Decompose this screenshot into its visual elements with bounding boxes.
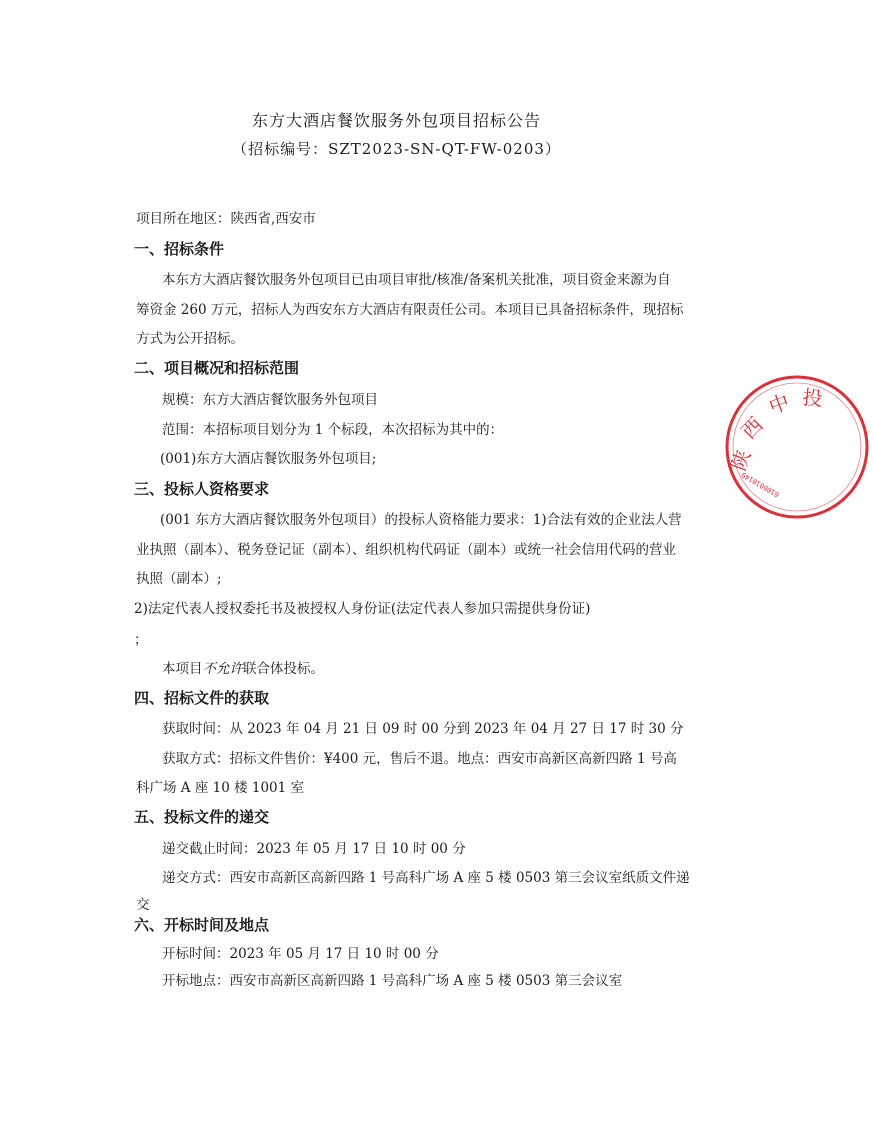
paragraph-line: 执照（副本）; — [136, 571, 222, 587]
paragraph-line: (001)东方大酒店餐饮服务外包项目; — [160, 451, 377, 467]
consortium-prefix: 本项目 — [162, 661, 203, 677]
paragraph-line: 递交截止时间：2023 年 05 月 17 日 10 时 00 分 — [162, 841, 466, 857]
company-seal-stamp — [722, 372, 872, 522]
svg-text:陕: 陕 — [726, 446, 756, 474]
paragraph-line: 业执照（副本）、税务登记证（副本）、组织机构代码证（副本）或统一社会信用代码的营业 — [136, 542, 676, 558]
paragraph-line: 本东方大酒店餐饮服务外包项目已由项目审批/核准/备案机关批准，项目资金来源为自 — [162, 272, 671, 288]
consortium-suffix: 联合体投标。 — [243, 661, 324, 677]
svg-text:6100010149: 6100010149 — [740, 470, 781, 499]
section-heading: 五、投标文件的递交 — [134, 808, 270, 826]
project-region: 项目所在地区：陕西省,西安市 — [136, 211, 316, 227]
paragraph-line: 获取时间：从 2023 年 04 月 21 日 09 时 00 分到 2023 年 04 月 27 日 17 时 30 分 — [162, 721, 684, 737]
paragraph-line: (001 东方大酒店餐饮服务外包项目）的投标人资格能力要求：1)合法有效的企业法人营 — [160, 512, 682, 528]
section-heading: 四、招标文件的获取 — [134, 689, 270, 707]
section-heading: 三、投标人资格要求 — [134, 480, 270, 498]
svg-text:中: 中 — [765, 389, 793, 419]
paragraph-line: 递交方式：西安市高新区高新四路 1 号高科广场 A 座 5 楼 0503 第三会议室纸质文件递 — [162, 870, 690, 886]
paragraph-line: 科广场 A 座 10 楼 1001 室 — [136, 780, 305, 796]
consortium-note — [162, 657, 324, 677]
paragraph-line: 范围：本招标项目划分为 1 个标段，本次招标为其中的： — [162, 422, 504, 438]
paragraph-line: 方式为公开招标。 — [136, 331, 244, 347]
paragraph-line: 开标时间：2023 年 05 月 17 日 10 时 00 分 — [162, 946, 439, 962]
paragraph-line: 获取方式：招标文件售价：¥400 元，售后不退。地点：西安市高新区高新四路 1 号高 — [162, 751, 677, 767]
section-heading: 六、开标时间及地点 — [134, 916, 270, 934]
paragraph-line: 交 — [136, 897, 150, 913]
svg-text:投: 投 — [801, 385, 824, 411]
paragraph-line: 开标地点：西安市高新区高新四路 1 号高科广场 A 座 5 楼 0503 第三会议室 — [162, 973, 623, 989]
paragraph-line: 2)法定代表人授权委托书及被授权人身份证(法定代表人参加只需提供身份证) — [134, 601, 591, 617]
section-heading: 一、招标条件 — [134, 240, 225, 258]
bid-number: （招标编号：SZT2023-SN-QT-FW-0203） — [232, 140, 561, 158]
document-title: 东方大酒店餐饮服务外包项目招标公告 — [251, 111, 541, 130]
paragraph-line: ； — [134, 632, 148, 648]
section-heading: 二、项目概况和招标范围 — [134, 359, 300, 377]
paragraph-line: 规模：东方大酒店餐饮服务外包项目 — [162, 392, 378, 408]
consortium-italic: 不允许 — [202, 661, 243, 677]
paragraph-line: 筹资金 260 万元，招标人为西安东方大酒店有限责任公司。本项目已具备招标条件，现招标 — [136, 302, 684, 318]
svg-text:西: 西 — [736, 412, 768, 444]
